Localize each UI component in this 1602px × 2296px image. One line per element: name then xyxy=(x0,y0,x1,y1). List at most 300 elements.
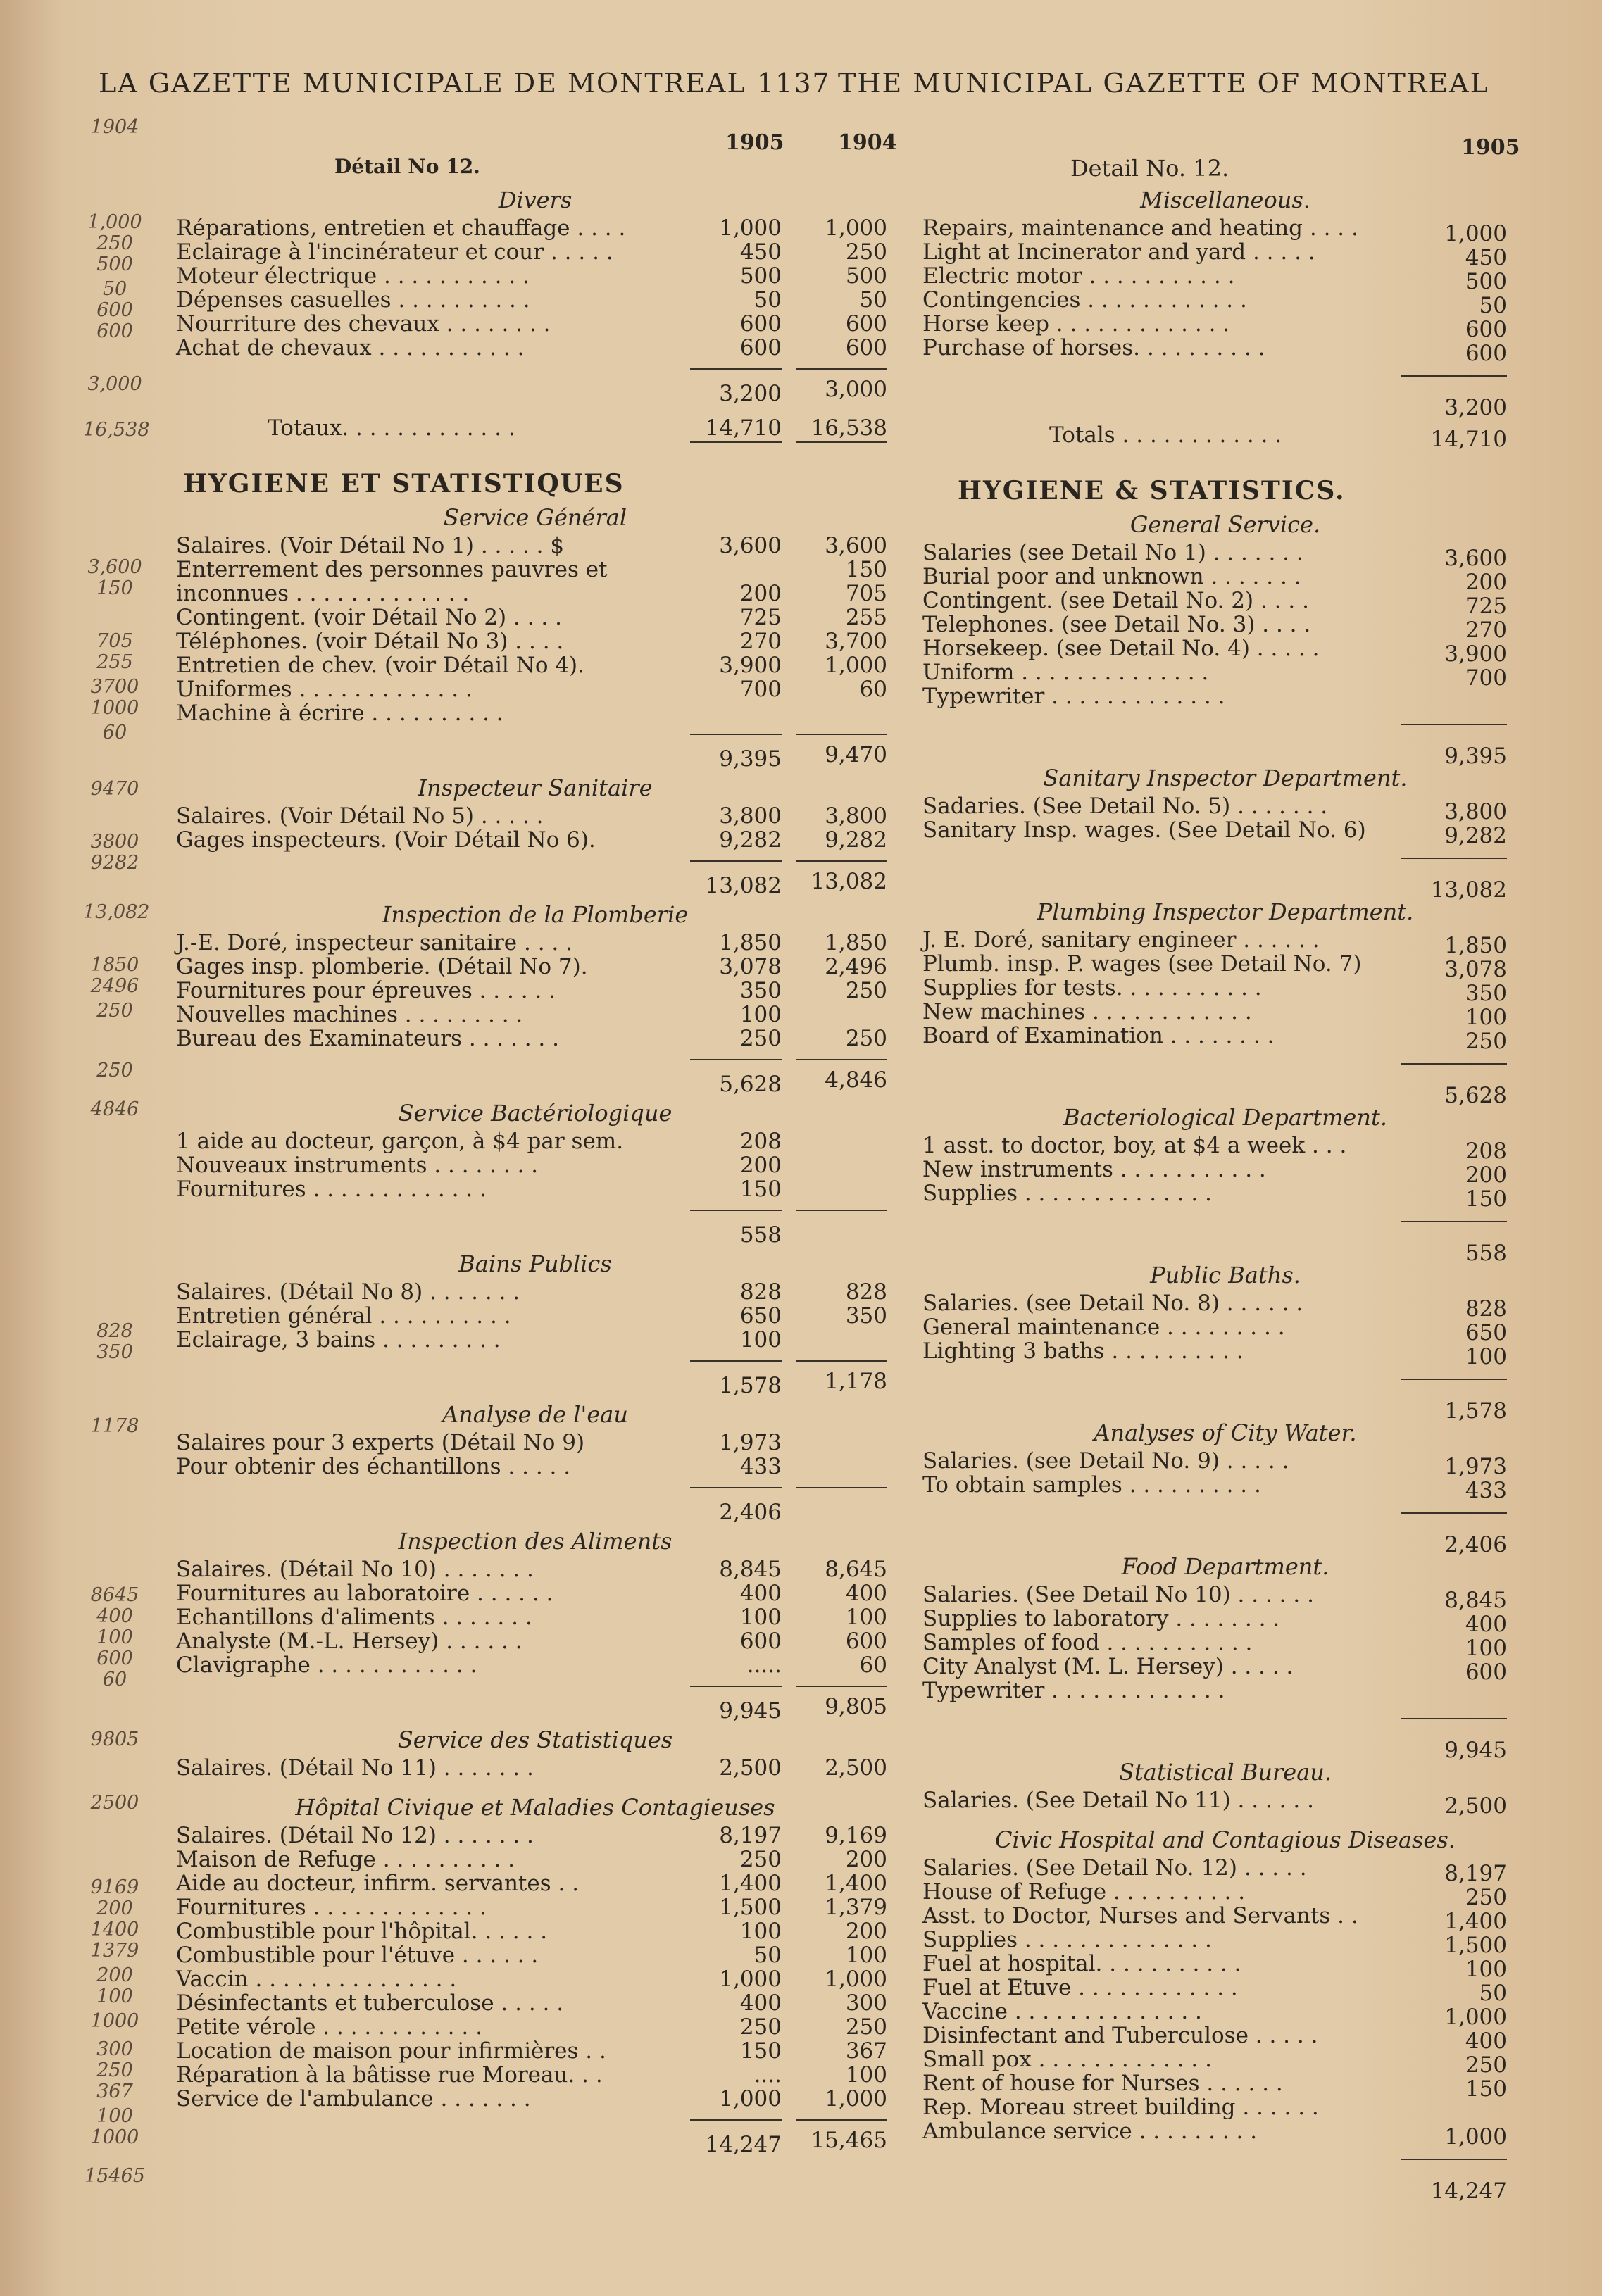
value-1904: 100 xyxy=(845,1605,887,1630)
totals-label: Totaux. . . . . . . . . . . . . xyxy=(268,415,515,441)
subtotal-1905: 3,200 xyxy=(1444,395,1507,420)
value-1905: 3,900 xyxy=(1444,641,1507,667)
value-1904: 400 xyxy=(845,1581,887,1606)
row-label: Salaries (see Detail No 1) . . . . . . . xyxy=(922,540,1303,565)
value-1905: 600 xyxy=(739,311,782,337)
value-1905: 3,600 xyxy=(1444,546,1507,571)
margin-note: 250 xyxy=(96,1060,133,1081)
subtotal-rule xyxy=(796,1686,887,1687)
year-1905-label: 1905 xyxy=(1461,135,1520,160)
subtotal-1904: 9,470 xyxy=(825,742,887,767)
margin-note: 2496 xyxy=(90,975,139,997)
value-1904: 2,500 xyxy=(825,1755,887,1781)
row-label: Fuel at hospital. . . . . . . . . . . xyxy=(922,1951,1241,1976)
value-1905: 650 xyxy=(1465,1320,1507,1345)
value-1905: 3,078 xyxy=(719,954,782,979)
value-1905: 400 xyxy=(1465,1612,1507,1637)
value-1905: 650 xyxy=(739,1303,782,1329)
row-label: J.-E. Doré, inspecteur sanitaire . . . . xyxy=(176,930,572,955)
margin-note: 600 xyxy=(96,320,133,342)
value-1905: 1,400 xyxy=(1444,1909,1507,1934)
value-1905: 100 xyxy=(739,1002,782,1027)
margin-note: 3,600 xyxy=(87,556,142,578)
subtotal-1905: 14,247 xyxy=(1430,2178,1507,2204)
row-label: Board of Examination . . . . . . . . xyxy=(922,1023,1275,1048)
value-1904: 60 xyxy=(859,1652,887,1678)
row-label: Salaires pour 3 experts (Détail No 9) xyxy=(176,1430,585,1455)
value-1905: 100 xyxy=(739,1605,782,1630)
row-label: Purchase of horses. . . . . . . . . . xyxy=(922,335,1265,360)
value-1905: 1,973 xyxy=(719,1430,782,1455)
value-1905: 450 xyxy=(739,239,782,265)
row-label: Gages insp. plomberie. (Détail No 7). xyxy=(176,954,588,979)
row-label: Combustible pour l'étuve . . . . . . xyxy=(176,1943,539,1968)
row-label: Eclairage à l'incinérateur et cour . . . . . xyxy=(176,239,613,265)
value-1905: 828 xyxy=(739,1279,782,1305)
margin-note: 9805 xyxy=(90,1729,139,1750)
value-1904: 1,000 xyxy=(825,2086,887,2112)
row-label: Ambulance service . . . . . . . . . xyxy=(922,2119,1258,2144)
value-1904: 100 xyxy=(845,2062,887,2088)
value-1905: 8,197 xyxy=(1444,1861,1507,1886)
value-1905: .... xyxy=(753,2062,782,2088)
value-1905: 725 xyxy=(739,605,782,630)
margin-note: 600 xyxy=(96,299,133,321)
row-label: Désinfectants et tuberculose . . . . . xyxy=(176,1990,564,2016)
subtotal-rule xyxy=(1401,1512,1507,1514)
total-rule xyxy=(796,441,887,443)
value-1905: 250 xyxy=(1465,1029,1507,1054)
value-1905: 100 xyxy=(1465,1957,1507,1982)
value-1904: 1,400 xyxy=(825,1871,887,1896)
margin-note: 9169 xyxy=(90,1876,139,1898)
subtotal-1904: 9,805 xyxy=(825,1694,887,1719)
margin-note: 3700 xyxy=(90,676,139,698)
section-title: Inspection des Aliments xyxy=(398,1528,672,1555)
value-1905: 9,282 xyxy=(719,827,782,853)
value-1905: 100 xyxy=(739,1327,782,1353)
section-title: Plumbing Inspector Department. xyxy=(1037,898,1414,925)
subtotal-1905: 5,628 xyxy=(719,1072,782,1097)
row-label: Salaires. (Détail No 10) . . . . . . . xyxy=(176,1557,534,1582)
value-1905: 1,000 xyxy=(1444,221,1507,246)
row-label: Moteur électrique . . . . . . . . . . . xyxy=(176,263,530,289)
margin-note: 150 xyxy=(96,577,133,599)
row-label: Gages inspecteurs. (Voir Détail No 6). xyxy=(176,827,596,853)
row-label: Fournitures . . . . . . . . . . . . . xyxy=(176,1177,487,1202)
value-1905: 350 xyxy=(739,978,782,1003)
margin-note: 100 xyxy=(96,1986,133,2007)
row-label: Samples of food . . . . . . . . . . . xyxy=(922,1630,1253,1655)
section-heading: HYGIENE & STATISTICS. xyxy=(958,476,1346,506)
value-1904: 367 xyxy=(845,2038,887,2064)
row-label: Sanitary Insp. wages. (See Detail No. 6) xyxy=(922,817,1366,843)
value-1905: 8,845 xyxy=(719,1557,782,1582)
subtotal-1905: 1,578 xyxy=(719,1373,782,1398)
row-label: New instruments . . . . . . . . . . . xyxy=(922,1157,1266,1182)
row-label: Réparations, entretien et chauffage . . . . xyxy=(176,215,626,241)
value-1904: 1,850 xyxy=(825,930,887,955)
margin-note: 1178 xyxy=(90,1415,139,1437)
margin-note: 4846 xyxy=(90,1098,139,1120)
row-label: 1 aide au docteur, garçon, à $4 par sem. xyxy=(176,1129,624,1154)
value-1905: 400 xyxy=(739,1990,782,2016)
section-title: Statistical Bureau. xyxy=(1118,1759,1332,1786)
year-1905-label: 1905 xyxy=(725,130,784,155)
margin-note: 3,000 xyxy=(87,373,142,395)
row-label: Disinfectant and Tuberculose . . . . . xyxy=(922,2023,1318,2048)
row-label: Uniform . . . . . . . . . . . . . . xyxy=(922,660,1209,685)
row-label: Rep. Moreau street building . . . . . . xyxy=(922,2095,1319,2120)
value-1905: 1,850 xyxy=(719,930,782,955)
margin-note: 1379 xyxy=(90,1940,139,1962)
row-label: Salaries. (see Detail No. 9) . . . . . xyxy=(922,1448,1289,1474)
value-1905: 1,000 xyxy=(1444,2005,1507,2030)
margin-note: 400 xyxy=(96,1605,133,1627)
subtotal-1905: 558 xyxy=(739,1222,782,1248)
section-title: General Service. xyxy=(1129,511,1321,538)
value-1905: 200 xyxy=(1465,1162,1507,1188)
subtotal-1904: 13,082 xyxy=(811,869,887,894)
row-label: Typewriter . . . . . . . . . . . . . xyxy=(922,1678,1225,1703)
value-1905: 600 xyxy=(739,335,782,360)
row-label: Uniformes . . . . . . . . . . . . . xyxy=(176,677,473,702)
subtotal-1904: 1,178 xyxy=(825,1369,887,1394)
subtotal-1905: 5,628 xyxy=(1444,1083,1507,1108)
row-label: Electric motor . . . . . . . . . . . xyxy=(922,263,1235,289)
row-label: Salaries. (See Detail No. 12) . . . . . xyxy=(922,1855,1307,1881)
value-1904: 9,169 xyxy=(825,1823,887,1848)
row-label: Salaries. (See Detail No 11) . . . . . . xyxy=(922,1788,1314,1813)
subtotal-rule xyxy=(796,1210,887,1211)
value-1905: 250 xyxy=(1465,2052,1507,2078)
margin-note: 13,082 xyxy=(83,901,150,923)
value-1904: 350 xyxy=(845,1303,887,1329)
row-label: Contingent. (voir Détail No 2) . . . . xyxy=(176,605,562,630)
subtotal-rule xyxy=(1401,1718,1507,1719)
row-label: 1 asst. to doctor, boy, at $4 a week . . . xyxy=(922,1133,1347,1158)
value-1905: 50 xyxy=(753,287,782,313)
value-1905: 250 xyxy=(1465,1885,1507,1910)
row-label: Clavigraphe . . . . . . . . . . . . xyxy=(176,1652,477,1678)
value-1905: 1,000 xyxy=(719,2086,782,2112)
subtotal-rule xyxy=(690,2119,782,2121)
value-1904: 250 xyxy=(845,2014,887,2040)
row-label: Salaries. (see Detail No. 8) . . . . . . xyxy=(922,1291,1303,1316)
row-label: Salaires. (Détail No 8) . . . . . . . xyxy=(176,1279,520,1305)
section-title: Analyse de l'eau xyxy=(442,1401,628,1428)
subtotal-rule xyxy=(1401,1221,1507,1222)
row-label: Light at Incinerator and yard . . . . . xyxy=(922,239,1315,265)
subtotal-rule xyxy=(796,2119,887,2121)
row-label: Sadaries. (See Detail No. 5) . . . . . . . xyxy=(922,793,1328,819)
row-label: Echantillons d'aliments . . . . . . . xyxy=(176,1605,532,1630)
total-rule xyxy=(690,441,782,443)
row-label: General maintenance . . . . . . . . . xyxy=(922,1315,1285,1340)
header-left: LA GAZETTE MUNICIPALE DE MONTREAL xyxy=(99,68,746,99)
row-label: inconnues . . . . . . . . . . . . . xyxy=(176,581,470,606)
total-1905: 14,710 xyxy=(705,415,782,441)
margin-note: 1904 xyxy=(90,116,139,138)
row-label: Nouveaux instruments . . . . . . . . xyxy=(176,1153,539,1178)
row-label: Plumb. insp. P. wages (see Detail No. 7) xyxy=(922,951,1362,977)
value-1904: 3,700 xyxy=(825,629,887,654)
row-label: Typewriter . . . . . . . . . . . . . xyxy=(922,684,1225,709)
subtotal-rule xyxy=(690,734,782,735)
value-1905: 150 xyxy=(739,1177,782,1202)
margin-note: 1000 xyxy=(90,2010,139,2032)
value-1904: 255 xyxy=(845,605,887,630)
value-1904: 3,600 xyxy=(825,533,887,558)
row-label: New machines . . . . . . . . . . . . xyxy=(922,999,1252,1024)
value-1905: 433 xyxy=(739,1454,782,1479)
row-label: Salaires. (Détail No 12) . . . . . . . xyxy=(176,1823,534,1848)
section-title: Analyses of City Water. xyxy=(1094,1419,1357,1446)
value-1904: 1,000 xyxy=(825,215,887,241)
subtotal-rule xyxy=(1401,724,1507,725)
margin-note: 50 xyxy=(102,278,127,300)
row-label: Fuel at Etuve . . . . . . . . . . . . xyxy=(922,1975,1238,2000)
section-title: Service Général xyxy=(443,504,627,531)
value-1905: 150 xyxy=(1465,1186,1507,1212)
value-1904: 2,496 xyxy=(825,954,887,979)
value-1905: 100 xyxy=(739,1919,782,1944)
section-title: Divers xyxy=(498,187,572,213)
row-label: City Analyst (M. L. Hersey) . . . . . xyxy=(922,1654,1294,1679)
margin-note: 60 xyxy=(102,1669,127,1690)
subtotal-1905: 558 xyxy=(1465,1241,1507,1266)
margin-note: 9282 xyxy=(90,852,139,874)
value-1905: 1,000 xyxy=(719,215,782,241)
section-title: Service des Statistiques xyxy=(397,1726,673,1753)
value-1904: 250 xyxy=(845,978,887,1003)
section-title: Civic Hospital and Contagious Diseases. xyxy=(995,1826,1456,1853)
row-label: Asst. to Doctor, Nurses and Servants . . xyxy=(922,1903,1358,1928)
value-1904: 828 xyxy=(845,1279,887,1305)
row-label: Fournitures . . . . . . . . . . . . . xyxy=(176,1895,487,1920)
value-1905: 3,900 xyxy=(719,653,782,678)
section-title: Service Bactériologique xyxy=(398,1100,672,1127)
value-1904: 200 xyxy=(845,1847,887,1872)
value-1904: 600 xyxy=(845,311,887,337)
value-1904: 150 xyxy=(845,557,887,582)
value-1904: 250 xyxy=(845,239,887,265)
value-1905: 3,078 xyxy=(1444,957,1507,982)
value-1905: 700 xyxy=(1465,665,1507,691)
row-label: Entretien général . . . . . . . . . . xyxy=(176,1303,511,1329)
margin-note: 8645 xyxy=(90,1584,139,1606)
value-1905: 200 xyxy=(739,1153,782,1178)
value-1905: 200 xyxy=(1465,570,1507,595)
margin-note: 100 xyxy=(96,2105,133,2127)
section-title: Sanitary Inspector Department. xyxy=(1043,765,1408,791)
value-1905: 1,000 xyxy=(719,1966,782,1992)
row-label: Lighting 3 baths . . . . . . . . . . xyxy=(922,1338,1244,1364)
value-1904: 600 xyxy=(845,335,887,360)
margin-note: 16,538 xyxy=(83,419,150,441)
value-1905: 3,800 xyxy=(1444,799,1507,824)
section-title: Public Baths. xyxy=(1150,1262,1301,1288)
subtotal-rule xyxy=(796,1360,887,1362)
value-1905: 250 xyxy=(739,2014,782,2040)
row-label: House of Refuge . . . . . . . . . . xyxy=(922,1879,1246,1905)
margin-note: 1000 xyxy=(90,697,139,719)
value-1905: 1,850 xyxy=(1444,933,1507,958)
row-label: Repairs, maintenance and heating . . . . xyxy=(922,215,1358,241)
value-1905: 433 xyxy=(1465,1478,1507,1503)
subtotal-rule xyxy=(796,1059,887,1060)
value-1904: 500 xyxy=(845,263,887,289)
value-1905: 8,845 xyxy=(1444,1588,1507,1613)
subtotal-rule xyxy=(690,860,782,862)
subtotal-rule xyxy=(796,1487,887,1488)
row-label: Contingencies . . . . . . . . . . . . xyxy=(922,287,1247,313)
row-label: Supplies for tests. . . . . . . . . . . xyxy=(922,975,1262,1000)
margin-note: 2500 xyxy=(90,1792,139,1814)
value-1904: 1,379 xyxy=(825,1895,887,1920)
subtotal-rule xyxy=(690,1686,782,1687)
row-label: Eclairage, 3 bains . . . . . . . . . xyxy=(176,1327,501,1353)
subtotal-rule xyxy=(796,734,887,735)
subtotal-1904: 3,000 xyxy=(825,377,887,402)
row-label: Téléphones. (voir Détail No 3) . . . . xyxy=(176,629,564,654)
margin-note: 250 xyxy=(96,2059,133,2081)
subtotal-1905: 2,406 xyxy=(719,1500,782,1525)
margin-note: 100 xyxy=(96,1626,133,1648)
margin-note: 1000 xyxy=(90,2126,139,2148)
subtotal-rule xyxy=(796,860,887,862)
value-1905: 100 xyxy=(1465,1636,1507,1661)
row-label: Service de l'ambulance . . . . . . . xyxy=(176,2086,531,2112)
value-1905: 2,500 xyxy=(719,1755,782,1781)
margin-note: 250 xyxy=(96,232,133,254)
value-1905: 270 xyxy=(1465,617,1507,643)
value-1905: 9,282 xyxy=(1444,823,1507,848)
row-label: Rent of house for Nurses . . . . . . xyxy=(922,2071,1283,2096)
subtotal-1905: 14,247 xyxy=(705,2132,782,2157)
value-1905: 1,500 xyxy=(1444,1933,1507,1958)
subtotal-rule xyxy=(690,1210,782,1211)
margin-note: 705 xyxy=(96,630,133,652)
value-1905: 400 xyxy=(1465,2028,1507,2054)
value-1905: 350 xyxy=(1465,981,1507,1006)
value-1905: 725 xyxy=(1465,594,1507,619)
detail-title: Detail No. 12. xyxy=(1070,155,1229,182)
row-label: Location de maison pour infirmières . . xyxy=(176,2038,606,2064)
subtotal-1905: 13,082 xyxy=(1430,877,1507,903)
row-label: Petite vérole . . . . . . . . . . . . xyxy=(176,2014,482,2040)
value-1905: 100 xyxy=(1465,1005,1507,1030)
value-1905: 150 xyxy=(739,2038,782,2064)
margin-note: 1400 xyxy=(90,1919,139,1940)
value-1905: 600 xyxy=(1465,317,1507,342)
value-1905: 8,197 xyxy=(719,1823,782,1848)
value-1905: 1,500 xyxy=(719,1895,782,1920)
subtotal-rule xyxy=(690,1360,782,1362)
value-1905: 500 xyxy=(1465,269,1507,294)
subtotal-rule xyxy=(1401,858,1507,859)
subtotal-1905: 2,406 xyxy=(1444,1532,1507,1557)
value-1905: 600 xyxy=(1465,341,1507,366)
value-1904: 3,800 xyxy=(825,803,887,829)
margin-note: 255 xyxy=(96,651,133,673)
value-1904: 705 xyxy=(845,581,887,606)
row-label: Vaccine . . . . . . . . . . . . . . xyxy=(922,1999,1202,2024)
subtotal-1905: 3,200 xyxy=(719,381,782,406)
value-1905: ..... xyxy=(746,1652,782,1678)
section-title: Hôpital Civique et Maladies Contagieuses xyxy=(295,1794,775,1821)
row-label: J. E. Doré, sanitary engineer . . . . . . xyxy=(922,927,1320,953)
value-1904: 1,000 xyxy=(825,653,887,678)
row-label: Horsekeep. (see Detail No. 4) . . . . . xyxy=(922,636,1320,661)
value-1905: 208 xyxy=(739,1129,782,1154)
section-title: Bains Publics xyxy=(458,1250,612,1277)
value-1905: 450 xyxy=(1465,245,1507,270)
row-label: Combustible pour l'hôpital. . . . . . xyxy=(176,1919,548,1944)
row-label: Horse keep . . . . . . . . . . . . . xyxy=(922,311,1230,337)
row-label: Machine à écrire . . . . . . . . . . xyxy=(176,701,503,726)
margin-note: 15465 xyxy=(85,2165,145,2187)
subtotal-rule xyxy=(690,1487,782,1488)
subtotal-1905: 9,945 xyxy=(719,1698,782,1724)
header-right: THE MUNICIPAL GAZETTE OF MONTREAL xyxy=(838,68,1489,99)
subtotal-1905: 9,945 xyxy=(1444,1738,1507,1763)
margin-note: 367 xyxy=(96,2081,133,2102)
value-1905: 1,973 xyxy=(1444,1454,1507,1479)
row-label: Bureau des Examinateurs . . . . . . . xyxy=(176,1026,559,1051)
margin-note: 60 xyxy=(102,722,127,744)
subtotal-rule xyxy=(796,368,887,370)
value-1904: 300 xyxy=(845,1990,887,2016)
value-1905: 2,500 xyxy=(1444,1793,1507,1819)
row-label: Burial poor and unknown . . . . . . . xyxy=(922,564,1301,589)
subtotal-rule xyxy=(1401,1063,1507,1065)
row-label: Achat de chevaux . . . . . . . . . . . xyxy=(176,335,525,360)
subtotal-rule xyxy=(690,1059,782,1060)
subtotal-1905: 13,082 xyxy=(705,873,782,898)
value-1904: 8,645 xyxy=(825,1557,887,1582)
row-label: Salaires. (Voir Détail No 5) . . . . . xyxy=(176,803,544,829)
value-1904: 1,000 xyxy=(825,1966,887,1992)
row-label: Small pox . . . . . . . . . . . . . xyxy=(922,2047,1212,2072)
value-1905: 600 xyxy=(1465,1660,1507,1685)
row-label: Salaires. (Détail No 11) . . . . . . . xyxy=(176,1755,534,1781)
row-label: Analyste (M.-L. Hersey) . . . . . . xyxy=(176,1629,522,1654)
subtotal-rule xyxy=(690,368,782,370)
value-1905: 100 xyxy=(1465,1344,1507,1369)
value-1905: 3,600 xyxy=(719,533,782,558)
value-1904: 250 xyxy=(845,1026,887,1051)
section-title: Inspection de la Plomberie xyxy=(382,901,689,928)
margin-note: 200 xyxy=(96,1897,133,1919)
section-title: Bacteriological Department. xyxy=(1063,1104,1387,1131)
detail-title: Détail No 12. xyxy=(334,155,480,178)
row-label: Fournitures au laboratoire . . . . . . xyxy=(176,1581,553,1606)
row-label: Maison de Refuge . . . . . . . . . . xyxy=(176,1847,515,1872)
value-1905: 250 xyxy=(739,1026,782,1051)
total-1905: 14,710 xyxy=(1430,427,1507,452)
value-1904: 600 xyxy=(845,1629,887,1654)
subtotal-rule xyxy=(1401,1379,1507,1380)
subtotal-1905: 9,395 xyxy=(1444,744,1507,769)
value-1905: 1,000 xyxy=(1444,2124,1507,2150)
margin-note: 300 xyxy=(96,2038,133,2060)
row-label: Supplies to laboratory . . . . . . . . xyxy=(922,1606,1280,1631)
value-1905: 700 xyxy=(739,677,782,702)
value-1905: 1,400 xyxy=(719,1871,782,1896)
value-1905: 400 xyxy=(739,1581,782,1606)
subtotal-rule xyxy=(1401,2159,1507,2160)
